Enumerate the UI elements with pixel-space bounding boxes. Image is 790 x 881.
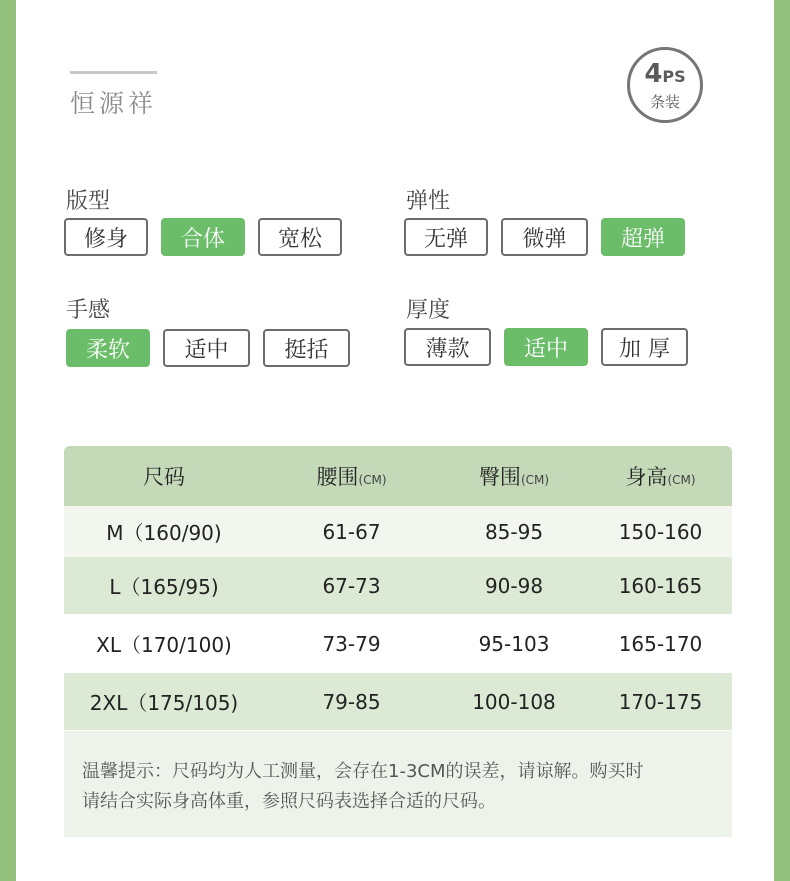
pack-count-badge xyxy=(627,47,703,123)
header-size: 尺码 xyxy=(143,465,185,489)
pack-count: 4PS xyxy=(644,59,686,89)
elasticity-label: 弹性 xyxy=(406,189,451,214)
fit-label: 版型 xyxy=(66,189,111,214)
fit-options xyxy=(64,218,342,256)
cell-waist: 67-73 xyxy=(322,573,381,598)
size-note xyxy=(64,731,732,837)
feel-option-medium: 适中 xyxy=(163,329,250,367)
thickness-option-medium: 适中 xyxy=(504,328,588,366)
cell-hip: 85-95 xyxy=(484,519,544,544)
fit-option-slim: 修身 xyxy=(64,218,148,256)
cell-height: 150-160 xyxy=(618,519,703,544)
cell-size: M（160/90) xyxy=(106,521,222,545)
size-table xyxy=(64,446,732,730)
table-row xyxy=(64,614,732,673)
thickness-option-thick: 加 厚 xyxy=(601,328,688,366)
cell-waist: 61-67 xyxy=(322,519,381,544)
feel-option-stiff: 挺括 xyxy=(263,329,350,367)
fit-option-regular: 合体 xyxy=(161,218,245,256)
header-height: 身高(CM) xyxy=(625,465,696,489)
header-waist: 腰围(CM) xyxy=(316,465,387,489)
cell-hip: 100-108 xyxy=(472,689,556,714)
size-table-header xyxy=(64,446,732,506)
feel-options xyxy=(66,329,350,367)
cell-hip: 95-103 xyxy=(478,631,550,656)
thickness-label: 厚度 xyxy=(406,298,451,323)
thickness-options xyxy=(404,328,688,366)
thickness-option-thin: 薄款 xyxy=(404,328,491,366)
cell-height: 170-175 xyxy=(618,689,703,714)
feel-label: 手感 xyxy=(66,298,111,323)
table-row xyxy=(64,673,732,730)
brand-name: 恒源祥 xyxy=(70,89,158,118)
cell-waist: 79-85 xyxy=(322,689,381,714)
fit-option-loose: 宽松 xyxy=(258,218,342,256)
elasticity-options xyxy=(404,218,685,256)
elasticity-option-none: 无弹 xyxy=(404,218,488,256)
elasticity-option-slight: 微弹 xyxy=(501,218,588,256)
table-row xyxy=(64,506,732,557)
pack-unit: 条装 xyxy=(649,93,680,111)
brand-divider xyxy=(70,71,157,74)
cell-size: 2XL（175/105) xyxy=(89,691,239,715)
cell-size: L（165/95) xyxy=(109,575,219,599)
table-row xyxy=(64,557,732,614)
size-note-line-1: 温馨提示：尺码均为人工测量，会存在1-3CM的误差，请谅解。购买时 xyxy=(82,761,644,782)
cell-waist: 73-79 xyxy=(322,631,381,656)
cell-height: 160-165 xyxy=(618,573,703,598)
cell-height: 165-170 xyxy=(618,631,703,656)
cell-size: XL（170/100) xyxy=(96,633,232,657)
cell-hip: 90-98 xyxy=(484,573,544,598)
header-hip: 臀围(CM) xyxy=(478,465,550,489)
elasticity-option-high: 超弹 xyxy=(601,218,685,256)
size-note-line-2: 请结合实际身高体重，参照尺码表选择合适的尺码。 xyxy=(82,791,496,812)
feel-option-soft: 柔软 xyxy=(66,329,150,367)
